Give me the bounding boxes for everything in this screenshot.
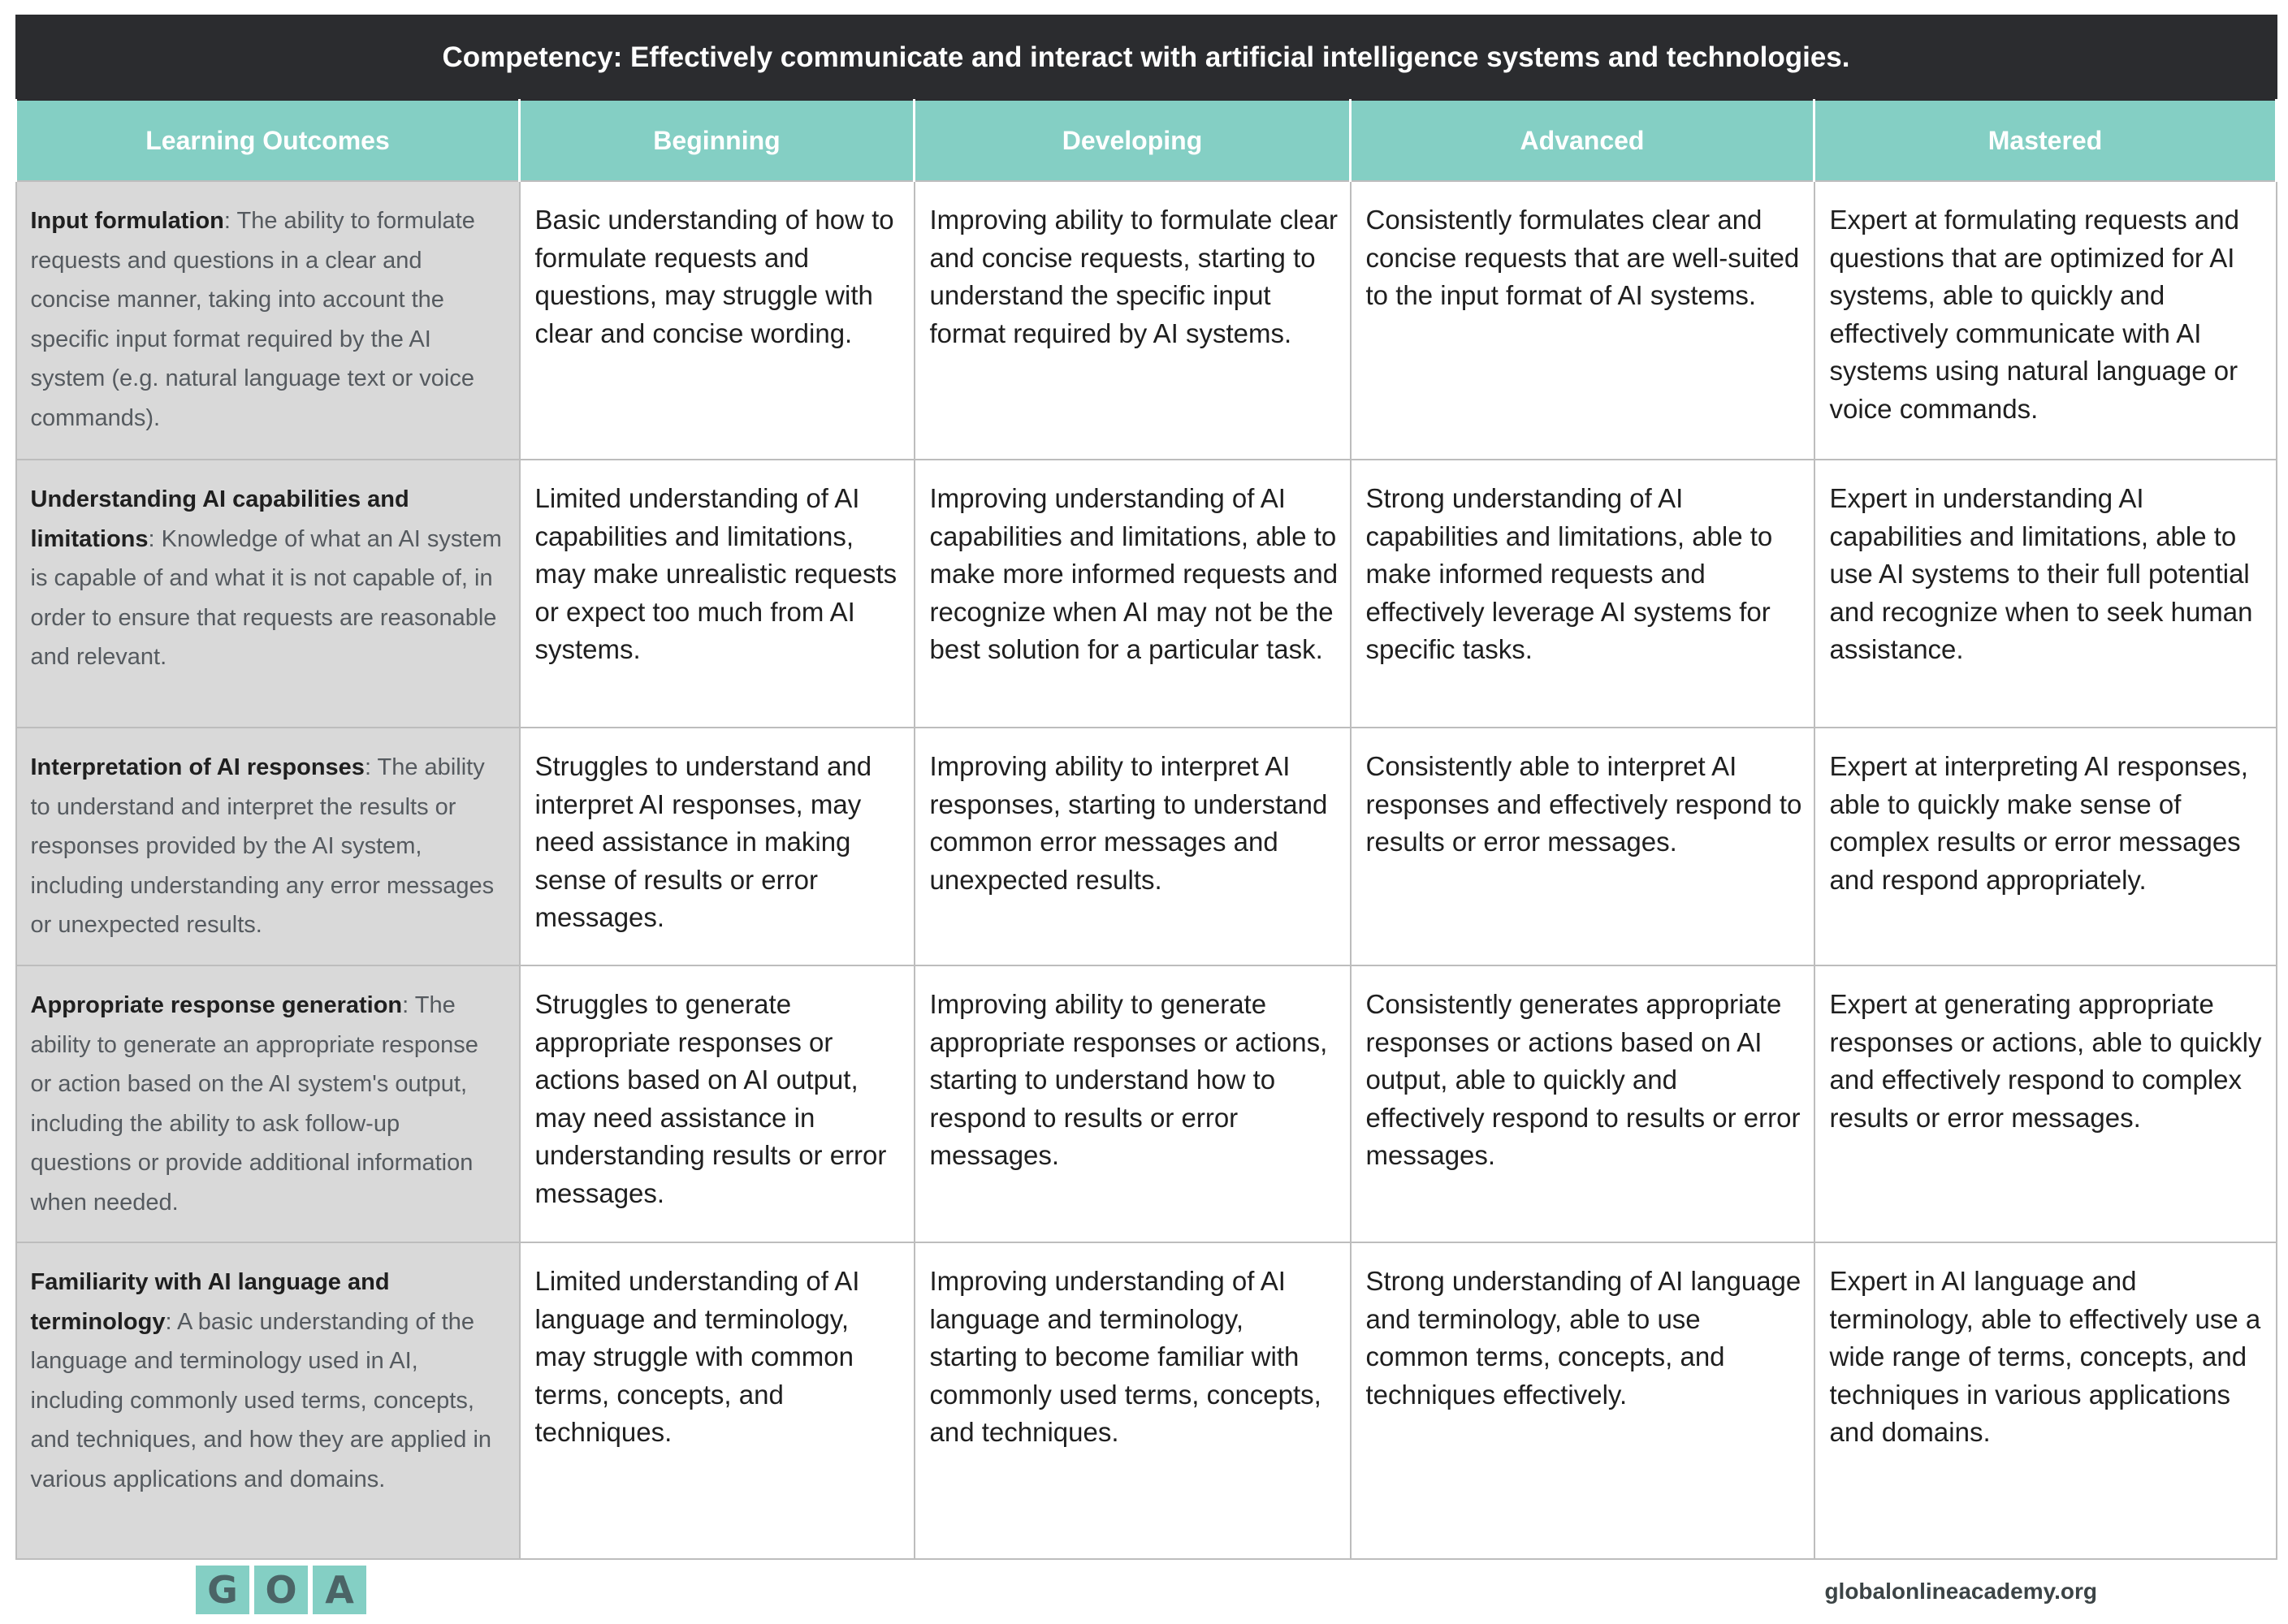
outcome-name: Appropriate response generation: [30, 992, 403, 1018]
level-mastered: Expert at generating appropriate responses or actions, able to quickly and effectively respond to complex results or error messages.: [1814, 965, 2277, 1242]
level-beginning: Limited understanding of AI capabilities and limitations, may make unrealistic requests or expect too much from AI systems.: [520, 460, 915, 728]
level-mastered: Expert at formulating requests and questions that are optimized for AI systems, able to quickly and effectively communicate with AI systems using natural language or voice commands.: [1814, 181, 2277, 460]
outcome-description: : The ability to generate an appropriate response or action based on the AI system's output, including the ability to ask follow-up questions or provide additional information when needed.: [30, 992, 478, 1216]
outcome-description: : A basic understanding of the language and terminology used in AI, including commonly used terms, concepts, and techniques, and how they are applied in various applications and domains.: [30, 1308, 492, 1492]
level-developing: Improving ability to generate appropriate responses or actions, starting to understand how to respond to results or error messages.: [915, 965, 1351, 1242]
table-row: [16, 181, 2277, 460]
header-mastered: Mastered: [1814, 100, 2277, 181]
logo-letter-g: G: [196, 1566, 249, 1614]
outcome-description: : The ability to formulate requests and questions in a clear and concise manner, taking into account the specific input format required by the AI system (e.g. natural language text or voice commands).: [30, 208, 475, 431]
outcome-name: Interpretation of AI responses: [30, 754, 365, 780]
outcome-cell: [16, 728, 520, 965]
level-advanced: Consistently formulates clear and concise requests that are well-suited to the input format of AI systems.: [1351, 181, 1814, 460]
level-developing: Improving understanding of AI capabilities and limitations, able to make more informed requests and recognize when AI may not be the best solution for a particular task.: [915, 460, 1351, 728]
outcome-description: : Knowledge of what an AI system is capable of and what it is not capable of, in order to ensure that requests are reasonable and relevant.: [30, 525, 502, 670]
level-developing: Improving understanding of AI language and terminology, starting to become familiar with commonly used terms, concepts, and techniques.: [915, 1242, 1351, 1559]
outcome-cell: [16, 1242, 520, 1559]
level-beginning: Struggles to generate appropriate responses or actions based on AI output, may need assistance in understanding results or error messages.: [520, 965, 915, 1242]
competency-title: Competency: Effectively communicate and interact with artificial intelligence systems and technologies.: [16, 15, 2277, 100]
outcome-name: Understanding AI capabilities and limitations: [30, 486, 409, 552]
level-developing: Improving ability to interpret AI responses, starting to understand common error messages and unexpected results.: [915, 728, 1351, 965]
table-row: [16, 460, 2277, 728]
logo-letter-a: A: [313, 1566, 366, 1614]
level-beginning: Basic understanding of how to formulate requests and questions, may struggle with clear and concise wording.: [520, 181, 915, 460]
table-row: [16, 728, 2277, 965]
footer-url: globalonlineacademy.org: [1824, 1579, 2097, 1604]
logo-letter-o: O: [254, 1566, 308, 1614]
level-advanced: Consistently able to interpret AI responses and effectively respond to results or error messages.: [1351, 728, 1814, 965]
level-mastered: Expert in AI language and terminology, able to effectively use a wide range of terms, concepts, and techniques in various applications and domains.: [1814, 1242, 2277, 1559]
level-beginning: Limited understanding of AI language and terminology, may struggle with common terms, concepts, and techniques.: [520, 1242, 915, 1559]
goa-logo: [196, 1566, 366, 1614]
header-learning-outcomes: Learning Outcomes: [16, 100, 520, 181]
table-row: [16, 1242, 2277, 1559]
level-developing: Improving ability to formulate clear and concise requests, starting to understand the specific input format required by AI systems.: [915, 181, 1351, 460]
outcome-name: Familiarity with AI language and terminology: [30, 1269, 390, 1335]
header-developing: Developing: [915, 100, 1351, 181]
table-row: [16, 965, 2277, 1242]
level-mastered: Expert in understanding AI capabilities and limitations, able to use AI systems to their full potential and recognize when to seek human assistance.: [1814, 460, 2277, 728]
outcome-description: : The ability to understand and interpret the results or responses provided by the AI system, including understanding any error messages or unexpected results.: [30, 754, 495, 938]
outcome-cell: [16, 460, 520, 728]
header-row: [16, 100, 2277, 181]
rubric-table: [15, 15, 2277, 1560]
level-mastered: Expert at interpreting AI responses, able to quickly make sense of complex results or error messages and respond appropriately.: [1814, 728, 2277, 965]
level-advanced: Strong understanding of AI language and terminology, able to use common terms, concepts, and techniques effectively.: [1351, 1242, 1814, 1559]
outcome-cell: [16, 965, 520, 1242]
header-advanced: Advanced: [1351, 100, 1814, 181]
outcome-name: Input formulation: [30, 208, 224, 234]
header-beginning: Beginning: [520, 100, 915, 181]
outcome-cell: [16, 181, 520, 460]
level-advanced: Consistently generates appropriate responses or actions based on AI output, able to quickly and effectively respond to results or error messages.: [1351, 965, 1814, 1242]
level-advanced: Strong understanding of AI capabilities and limitations, able to make informed requests and effectively leverage AI systems for specific tasks.: [1351, 460, 1814, 728]
level-beginning: Struggles to understand and interpret AI responses, may need assistance in making sense of results or error messages.: [520, 728, 915, 965]
